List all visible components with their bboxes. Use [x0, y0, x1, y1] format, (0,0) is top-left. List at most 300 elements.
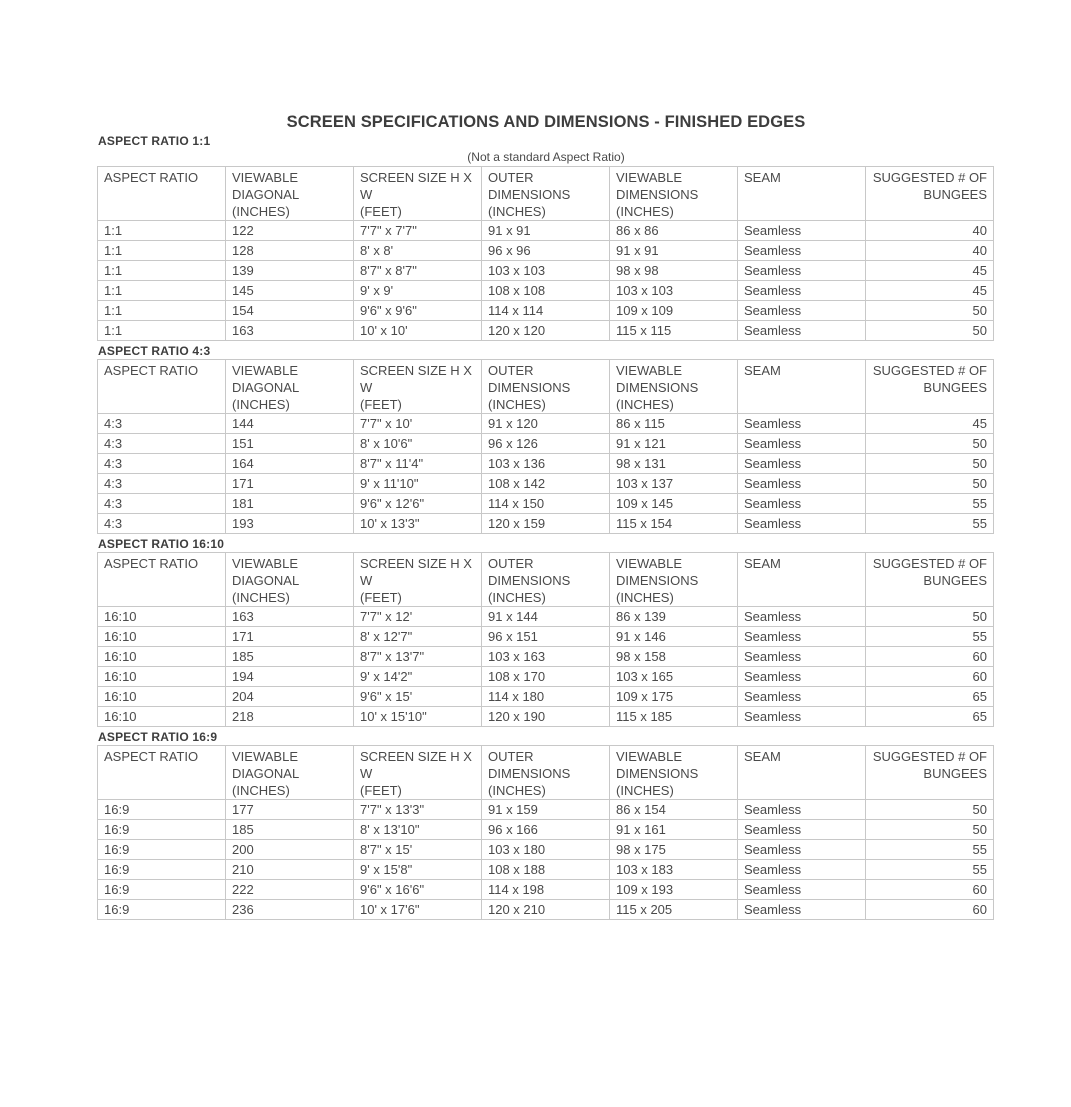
spec-table-16-10 — [97, 552, 994, 727]
header-line: ASPECT RATIO — [104, 363, 199, 378]
cell-bungees: 50 — [866, 800, 994, 820]
cell-aspect-ratio: 16:10 — [98, 647, 226, 667]
cell-outer-dimensions: 120 x 159 — [482, 514, 610, 534]
cell-screen-size: 8'7" x 13'7" — [354, 647, 482, 667]
table-body — [98, 221, 994, 341]
cell-viewable-diagonal: 139 — [226, 261, 354, 281]
header-line: VIEWABLE — [232, 363, 298, 378]
cell-outer-dimensions: 108 x 142 — [482, 474, 610, 494]
header-line: VIEWABLE — [232, 170, 298, 185]
header-outer-dimensions — [482, 746, 610, 800]
cell-bungees: 65 — [866, 687, 994, 707]
header-line: DIMENSIONS — [488, 573, 571, 588]
header-outer-dimensions — [482, 360, 610, 414]
table-row — [98, 667, 994, 687]
cell-aspect-ratio: 4:3 — [98, 434, 226, 454]
cell-aspect-ratio: 4:3 — [98, 494, 226, 514]
cell-viewable-dimensions: 103 x 183 — [610, 860, 738, 880]
table-row — [98, 221, 994, 241]
table-row — [98, 474, 994, 494]
cell-aspect-ratio: 16:9 — [98, 820, 226, 840]
cell-viewable-dimensions: 103 x 137 — [610, 474, 738, 494]
cell-seam: Seamless — [738, 434, 866, 454]
header-line: SUGGESTED # OF — [872, 170, 987, 185]
cell-viewable-diagonal: 194 — [226, 667, 354, 687]
header-line: DIMENSIONS — [488, 380, 571, 395]
cell-viewable-diagonal: 154 — [226, 301, 354, 321]
table-row — [98, 647, 994, 667]
header-line: DIAGONAL — [232, 766, 300, 781]
header-line: DIMENSIONS — [488, 187, 571, 202]
header-line: (INCHES) — [616, 204, 674, 219]
header-screen-size — [354, 553, 482, 607]
header-line: SCREEN SIZE H X — [360, 363, 472, 378]
header-aspect-ratio — [98, 167, 226, 221]
table-body — [98, 800, 994, 920]
table-row — [98, 627, 994, 647]
cell-bungees: 60 — [866, 880, 994, 900]
cell-screen-size: 10' x 17'6" — [354, 900, 482, 920]
cell-bungees: 55 — [866, 494, 994, 514]
cell-outer-dimensions: 108 x 170 — [482, 667, 610, 687]
cell-outer-dimensions: 91 x 144 — [482, 607, 610, 627]
header-line: SCREEN SIZE H X — [360, 170, 472, 185]
cell-bungees: 50 — [866, 820, 994, 840]
cell-screen-size: 9'6" x 15' — [354, 687, 482, 707]
header-line: W — [360, 187, 373, 202]
cell-outer-dimensions: 103 x 103 — [482, 261, 610, 281]
header-suggested-bungees — [866, 360, 994, 414]
header-suggested-bungees — [866, 167, 994, 221]
cell-outer-dimensions: 91 x 159 — [482, 800, 610, 820]
cell-viewable-dimensions: 109 x 175 — [610, 687, 738, 707]
cell-viewable-dimensions: 103 x 165 — [610, 667, 738, 687]
header-viewable-dimensions — [610, 553, 738, 607]
cell-outer-dimensions: 114 x 150 — [482, 494, 610, 514]
table-row — [98, 281, 994, 301]
header-line: W — [360, 573, 373, 588]
cell-viewable-diagonal: 164 — [226, 454, 354, 474]
header-viewable-diagonal — [226, 360, 354, 414]
header-line: BUNGEES — [923, 573, 987, 588]
cell-aspect-ratio: 4:3 — [98, 454, 226, 474]
cell-aspect-ratio: 16:9 — [98, 880, 226, 900]
cell-bungees: 60 — [866, 667, 994, 687]
cell-outer-dimensions: 91 x 91 — [482, 221, 610, 241]
header-viewable-diagonal — [226, 553, 354, 607]
cell-seam: Seamless — [738, 221, 866, 241]
section-heading-16-10: ASPECT RATIO 16:10 — [98, 537, 225, 551]
table-row — [98, 454, 994, 474]
cell-seam: Seamless — [738, 321, 866, 341]
cell-bungees: 40 — [866, 241, 994, 261]
header-line: (INCHES) — [488, 783, 546, 798]
cell-outer-dimensions: 103 x 180 — [482, 840, 610, 860]
cell-outer-dimensions: 120 x 190 — [482, 707, 610, 727]
cell-outer-dimensions: 120 x 210 — [482, 900, 610, 920]
cell-screen-size: 9'6" x 12'6" — [354, 494, 482, 514]
cell-screen-size: 7'7" x 10' — [354, 414, 482, 434]
table-row — [98, 514, 994, 534]
cell-outer-dimensions: 96 x 126 — [482, 434, 610, 454]
header-line: (FEET) — [360, 204, 402, 219]
cell-aspect-ratio: 1:1 — [98, 241, 226, 261]
header-outer-dimensions — [482, 167, 610, 221]
header-line: SEAM — [744, 749, 781, 764]
table-row — [98, 880, 994, 900]
header-line: (FEET) — [360, 590, 402, 605]
header-line: ASPECT RATIO — [104, 556, 199, 571]
header-line: VIEWABLE — [232, 749, 298, 764]
cell-seam: Seamless — [738, 474, 866, 494]
cell-screen-size: 9' x 15'8" — [354, 860, 482, 880]
cell-outer-dimensions: 120 x 120 — [482, 321, 610, 341]
cell-aspect-ratio: 1:1 — [98, 281, 226, 301]
cell-viewable-dimensions: 109 x 193 — [610, 880, 738, 900]
cell-bungees: 45 — [866, 414, 994, 434]
header-seam — [738, 167, 866, 221]
header-line: VIEWABLE — [616, 363, 682, 378]
cell-seam: Seamless — [738, 900, 866, 920]
cell-viewable-diagonal: 204 — [226, 687, 354, 707]
cell-bungees: 50 — [866, 301, 994, 321]
cell-viewable-diagonal: 236 — [226, 900, 354, 920]
cell-seam: Seamless — [738, 607, 866, 627]
cell-viewable-dimensions: 91 x 161 — [610, 820, 738, 840]
cell-outer-dimensions: 96 x 166 — [482, 820, 610, 840]
cell-viewable-dimensions: 86 x 86 — [610, 221, 738, 241]
cell-seam: Seamless — [738, 514, 866, 534]
header-aspect-ratio — [98, 360, 226, 414]
cell-outer-dimensions: 96 x 151 — [482, 627, 610, 647]
cell-viewable-diagonal: 122 — [226, 221, 354, 241]
cell-outer-dimensions: 108 x 188 — [482, 860, 610, 880]
cell-viewable-diagonal: 171 — [226, 627, 354, 647]
header-row — [98, 746, 994, 800]
cell-seam: Seamless — [738, 494, 866, 514]
cell-screen-size: 8'7" x 15' — [354, 840, 482, 860]
cell-bungees: 55 — [866, 514, 994, 534]
cell-outer-dimensions: 91 x 120 — [482, 414, 610, 434]
header-line: OUTER — [488, 556, 534, 571]
cell-viewable-dimensions: 98 x 175 — [610, 840, 738, 860]
cell-screen-size: 8' x 8' — [354, 241, 482, 261]
spec-table-4-3 — [97, 359, 994, 534]
cell-bungees: 45 — [866, 281, 994, 301]
header-line: (INCHES) — [232, 397, 290, 412]
cell-viewable-diagonal: 181 — [226, 494, 354, 514]
cell-aspect-ratio: 4:3 — [98, 474, 226, 494]
cell-screen-size: 9'6" x 9'6" — [354, 301, 482, 321]
header-suggested-bungees — [866, 746, 994, 800]
cell-seam: Seamless — [738, 840, 866, 860]
cell-seam: Seamless — [738, 414, 866, 434]
table-header — [98, 167, 994, 221]
header-line: DIAGONAL — [232, 187, 300, 202]
cell-aspect-ratio: 16:9 — [98, 900, 226, 920]
header-line: SCREEN SIZE H X — [360, 556, 472, 571]
cell-aspect-ratio: 4:3 — [98, 514, 226, 534]
cell-viewable-dimensions: 98 x 131 — [610, 454, 738, 474]
header-screen-size — [354, 360, 482, 414]
cell-outer-dimensions: 103 x 163 — [482, 647, 610, 667]
cell-viewable-dimensions: 98 x 98 — [610, 261, 738, 281]
cell-viewable-diagonal: 151 — [226, 434, 354, 454]
cell-outer-dimensions: 114 x 114 — [482, 301, 610, 321]
header-viewable-dimensions — [610, 167, 738, 221]
cell-viewable-diagonal: 128 — [226, 241, 354, 261]
cell-screen-size: 8' x 10'6" — [354, 434, 482, 454]
header-line: SUGGESTED # OF — [872, 556, 987, 571]
cell-viewable-dimensions: 91 x 146 — [610, 627, 738, 647]
cell-seam: Seamless — [738, 454, 866, 474]
section-heading-16-9: ASPECT RATIO 16:9 — [98, 730, 218, 744]
header-line: SUGGESTED # OF — [872, 363, 987, 378]
cell-viewable-dimensions: 98 x 158 — [610, 647, 738, 667]
cell-viewable-dimensions: 86 x 139 — [610, 607, 738, 627]
cell-screen-size: 7'7" x 13'3" — [354, 800, 482, 820]
cell-seam: Seamless — [738, 800, 866, 820]
cell-screen-size: 8' x 12'7" — [354, 627, 482, 647]
cell-seam: Seamless — [738, 281, 866, 301]
table-row — [98, 860, 994, 880]
header-line: OUTER — [488, 749, 534, 764]
cell-seam: Seamless — [738, 820, 866, 840]
cell-outer-dimensions: 114 x 180 — [482, 687, 610, 707]
header-row — [98, 553, 994, 607]
header-line: (INCHES) — [232, 590, 290, 605]
cell-viewable-diagonal: 171 — [226, 474, 354, 494]
header-line: VIEWABLE — [232, 556, 298, 571]
header-screen-size — [354, 746, 482, 800]
cell-outer-dimensions: 103 x 136 — [482, 454, 610, 474]
table-row — [98, 707, 994, 727]
header-line: SUGGESTED # OF — [872, 749, 987, 764]
cell-aspect-ratio: 1:1 — [98, 261, 226, 281]
header-viewable-diagonal — [226, 167, 354, 221]
cell-seam: Seamless — [738, 860, 866, 880]
cell-seam: Seamless — [738, 627, 866, 647]
header-line: W — [360, 766, 373, 781]
table-row — [98, 800, 994, 820]
header-line: BUNGEES — [923, 187, 987, 202]
table-row — [98, 607, 994, 627]
cell-seam: Seamless — [738, 707, 866, 727]
header-line: DIMENSIONS — [616, 573, 699, 588]
header-line: ASPECT RATIO — [104, 170, 199, 185]
cell-screen-size: 7'7" x 12' — [354, 607, 482, 627]
header-line: BUNGEES — [923, 380, 987, 395]
cell-viewable-diagonal: 163 — [226, 321, 354, 341]
table-body — [98, 414, 994, 534]
cell-screen-size: 8' x 13'10" — [354, 820, 482, 840]
cell-seam: Seamless — [738, 667, 866, 687]
cell-bungees: 55 — [866, 840, 994, 860]
table-row — [98, 241, 994, 261]
cell-screen-size: 9' x 11'10" — [354, 474, 482, 494]
cell-viewable-dimensions: 115 x 115 — [610, 321, 738, 341]
cell-seam: Seamless — [738, 301, 866, 321]
header-line: (INCHES) — [616, 590, 674, 605]
cell-aspect-ratio: 16:10 — [98, 667, 226, 687]
table-row — [98, 820, 994, 840]
cell-viewable-dimensions: 86 x 154 — [610, 800, 738, 820]
header-line: VIEWABLE — [616, 170, 682, 185]
section-heading-4-3: ASPECT RATIO 4:3 — [98, 344, 211, 358]
header-line: SCREEN SIZE H X — [360, 749, 472, 764]
table-row — [98, 414, 994, 434]
cell-viewable-dimensions: 115 x 185 — [610, 707, 738, 727]
header-viewable-dimensions — [610, 746, 738, 800]
non-standard-note: (Not a standard Aspect Ratio) — [467, 150, 625, 164]
header-line: DIMENSIONS — [488, 766, 571, 781]
table-row — [98, 840, 994, 860]
cell-viewable-dimensions: 109 x 109 — [610, 301, 738, 321]
cell-screen-size: 9'6" x 16'6" — [354, 880, 482, 900]
cell-viewable-dimensions: 109 x 145 — [610, 494, 738, 514]
spec-table-1-1 — [97, 166, 994, 341]
table-row — [98, 261, 994, 281]
table-header — [98, 746, 994, 800]
cell-viewable-diagonal: 222 — [226, 880, 354, 900]
cell-viewable-dimensions: 91 x 91 — [610, 241, 738, 261]
header-line: VIEWABLE — [616, 556, 682, 571]
cell-bungees: 50 — [866, 434, 994, 454]
cell-bungees: 65 — [866, 707, 994, 727]
header-line: SEAM — [744, 556, 781, 571]
cell-viewable-diagonal: 177 — [226, 800, 354, 820]
header-line: VIEWABLE — [616, 749, 682, 764]
header-outer-dimensions — [482, 553, 610, 607]
cell-screen-size: 10' x 13'3" — [354, 514, 482, 534]
cell-screen-size: 9' x 14'2" — [354, 667, 482, 687]
cell-screen-size: 10' x 15'10" — [354, 707, 482, 727]
cell-aspect-ratio: 1:1 — [98, 321, 226, 341]
spec-table-16-9 — [97, 745, 994, 920]
header-line: (INCHES) — [232, 783, 290, 798]
header-line: (INCHES) — [488, 204, 546, 219]
header-seam — [738, 553, 866, 607]
cell-seam: Seamless — [738, 261, 866, 281]
cell-viewable-diagonal: 163 — [226, 607, 354, 627]
table-body — [98, 607, 994, 727]
header-line: (INCHES) — [616, 783, 674, 798]
cell-bungees: 50 — [866, 454, 994, 474]
cell-outer-dimensions: 108 x 108 — [482, 281, 610, 301]
cell-outer-dimensions: 114 x 198 — [482, 880, 610, 900]
header-row — [98, 360, 994, 414]
cell-screen-size: 8'7" x 11'4" — [354, 454, 482, 474]
cell-bungees: 50 — [866, 474, 994, 494]
header-viewable-dimensions — [610, 360, 738, 414]
cell-aspect-ratio: 16:10 — [98, 687, 226, 707]
cell-seam: Seamless — [738, 880, 866, 900]
header-seam — [738, 360, 866, 414]
header-line: DIAGONAL — [232, 380, 300, 395]
cell-viewable-dimensions: 86 x 115 — [610, 414, 738, 434]
header-line: SEAM — [744, 170, 781, 185]
cell-bungees: 45 — [866, 261, 994, 281]
header-line: BUNGEES — [923, 766, 987, 781]
header-line: ASPECT RATIO — [104, 749, 199, 764]
header-line: DIMENSIONS — [616, 380, 699, 395]
cell-viewable-dimensions: 91 x 121 — [610, 434, 738, 454]
cell-bungees: 55 — [866, 860, 994, 880]
cell-seam: Seamless — [738, 647, 866, 667]
header-seam — [738, 746, 866, 800]
cell-aspect-ratio: 1:1 — [98, 301, 226, 321]
cell-aspect-ratio: 16:10 — [98, 627, 226, 647]
section-heading-1-1: ASPECT RATIO 1:1 — [98, 134, 211, 148]
table-row — [98, 494, 994, 514]
cell-viewable-diagonal: 185 — [226, 820, 354, 840]
header-line: OUTER — [488, 363, 534, 378]
cell-screen-size: 9' x 9' — [354, 281, 482, 301]
cell-viewable-diagonal: 210 — [226, 860, 354, 880]
cell-viewable-diagonal: 200 — [226, 840, 354, 860]
cell-seam: Seamless — [738, 687, 866, 707]
table-row — [98, 301, 994, 321]
table-row — [98, 900, 994, 920]
cell-viewable-dimensions: 115 x 154 — [610, 514, 738, 534]
cell-aspect-ratio: 16:9 — [98, 840, 226, 860]
header-line: (INCHES) — [232, 204, 290, 219]
header-line: SEAM — [744, 363, 781, 378]
cell-aspect-ratio: 4:3 — [98, 414, 226, 434]
cell-viewable-dimensions: 115 x 205 — [610, 900, 738, 920]
header-aspect-ratio — [98, 746, 226, 800]
header-suggested-bungees — [866, 553, 994, 607]
table-header — [98, 553, 994, 607]
cell-aspect-ratio: 1:1 — [98, 221, 226, 241]
header-screen-size — [354, 167, 482, 221]
cell-screen-size: 10' x 10' — [354, 321, 482, 341]
header-line: (INCHES) — [488, 397, 546, 412]
header-viewable-diagonal — [226, 746, 354, 800]
cell-viewable-diagonal: 144 — [226, 414, 354, 434]
cell-seam: Seamless — [738, 241, 866, 261]
table-row — [98, 687, 994, 707]
header-line: (INCHES) — [488, 590, 546, 605]
cell-aspect-ratio: 16:9 — [98, 860, 226, 880]
header-aspect-ratio — [98, 553, 226, 607]
cell-aspect-ratio: 16:10 — [98, 607, 226, 627]
cell-bungees: 60 — [866, 647, 994, 667]
header-line: DIMENSIONS — [616, 187, 699, 202]
cell-viewable-diagonal: 185 — [226, 647, 354, 667]
header-line: (INCHES) — [616, 397, 674, 412]
cell-bungees: 50 — [866, 321, 994, 341]
header-line: OUTER — [488, 170, 534, 185]
cell-viewable-diagonal: 145 — [226, 281, 354, 301]
header-line: W — [360, 380, 373, 395]
cell-bungees: 55 — [866, 627, 994, 647]
header-line: (FEET) — [360, 783, 402, 798]
cell-aspect-ratio: 16:10 — [98, 707, 226, 727]
table-header — [98, 360, 994, 414]
header-row — [98, 167, 994, 221]
cell-bungees: 60 — [866, 900, 994, 920]
header-line: DIMENSIONS — [616, 766, 699, 781]
header-line: DIAGONAL — [232, 573, 300, 588]
cell-bungees: 40 — [866, 221, 994, 241]
cell-outer-dimensions: 96 x 96 — [482, 241, 610, 261]
page-title: SCREEN SPECIFICATIONS AND DIMENSIONS - FINISHED EDGES — [286, 113, 806, 131]
cell-viewable-diagonal: 218 — [226, 707, 354, 727]
cell-aspect-ratio: 16:9 — [98, 800, 226, 820]
table-row — [98, 321, 994, 341]
cell-bungees: 50 — [866, 607, 994, 627]
